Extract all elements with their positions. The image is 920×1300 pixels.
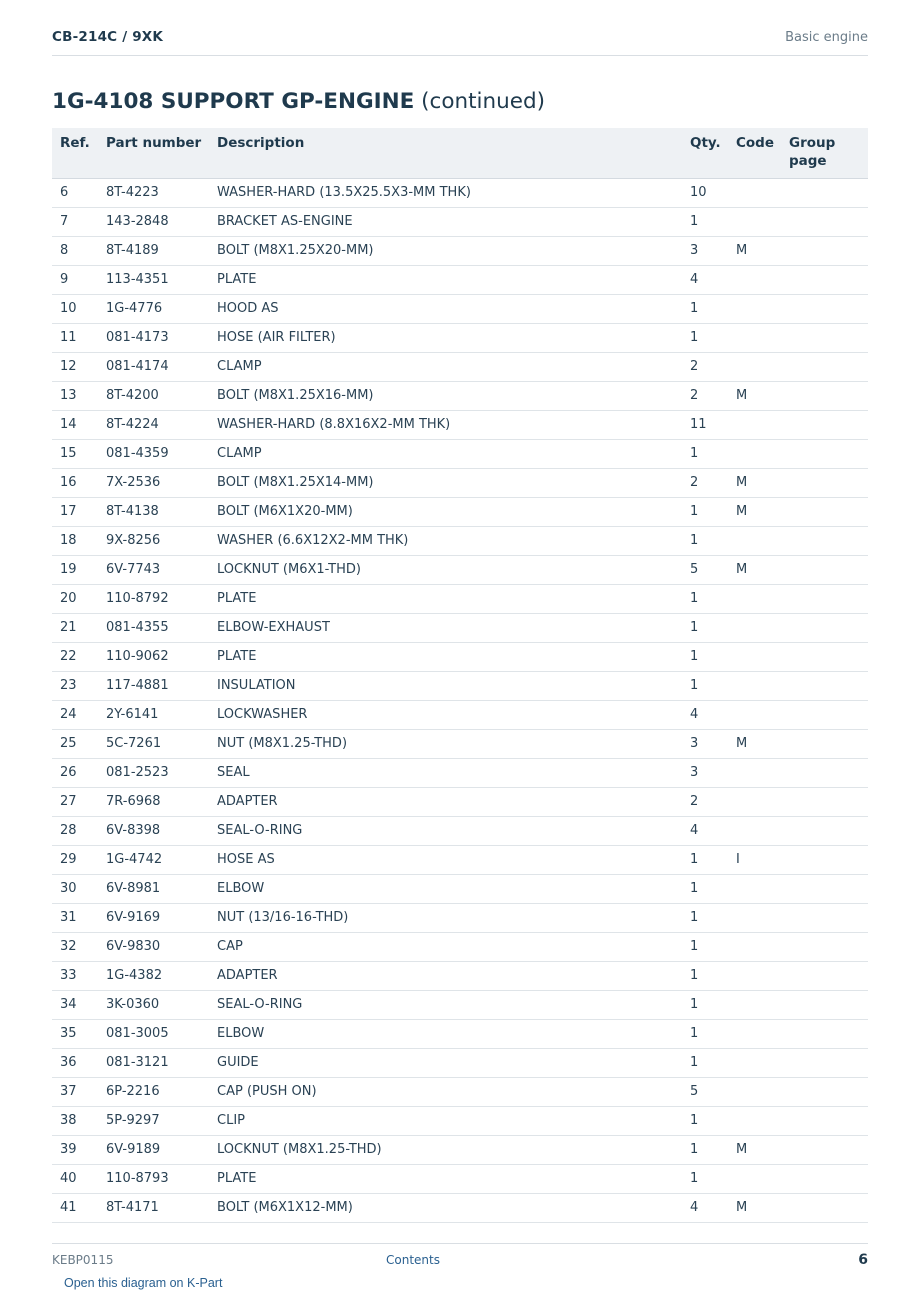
- table-row: [52, 556, 868, 585]
- cell-code: [728, 411, 781, 440]
- cell-part-number: 8T-4171: [98, 1194, 209, 1223]
- table-row: [52, 324, 868, 353]
- cell-part-number: 3K-0360: [98, 991, 209, 1020]
- cell-code: [728, 295, 781, 324]
- cell-part-number: 6V-7743: [98, 556, 209, 585]
- table-row: [52, 382, 868, 411]
- cell-part-number: 117-4881: [98, 672, 209, 701]
- cell-part-number: 8T-4223: [98, 179, 209, 208]
- cell-group-page: [781, 643, 868, 672]
- cell-ref: 6: [52, 179, 98, 208]
- cell-description: PLATE: [209, 1165, 682, 1194]
- cell-code: [728, 1020, 781, 1049]
- cell-part-number: 6V-9830: [98, 933, 209, 962]
- cell-group-page: [781, 846, 868, 875]
- table-row: [52, 1078, 868, 1107]
- cell-description: NUT (13/16-16-THD): [209, 904, 682, 933]
- cell-part-number: 081-4359: [98, 440, 209, 469]
- cell-code: [728, 1107, 781, 1136]
- cell-group-page: [781, 324, 868, 353]
- cell-description: PLATE: [209, 266, 682, 295]
- cell-description: CAP: [209, 933, 682, 962]
- table-row: [52, 933, 868, 962]
- cell-ref: 13: [52, 382, 98, 411]
- cell-description: SEAL-O-RING: [209, 991, 682, 1020]
- cell-ref: 11: [52, 324, 98, 353]
- cell-ref: 36: [52, 1049, 98, 1078]
- cell-ref: 16: [52, 469, 98, 498]
- cell-ref: 41: [52, 1194, 98, 1223]
- table-row: [52, 643, 868, 672]
- cell-description: LOCKNUT (M6X1-THD): [209, 556, 682, 585]
- cell-part-number: 1G-4776: [98, 295, 209, 324]
- cell-group-page: [781, 469, 868, 498]
- table-row: [52, 237, 868, 266]
- cell-code: M: [728, 1194, 781, 1223]
- cell-description: WASHER (6.6X12X2-MM THK): [209, 527, 682, 556]
- cell-qty: 1: [682, 324, 728, 353]
- cell-code: [728, 1049, 781, 1078]
- cell-code: [728, 672, 781, 701]
- cell-ref: 20: [52, 585, 98, 614]
- cell-part-number: 081-4174: [98, 353, 209, 382]
- cell-group-page: [781, 1020, 868, 1049]
- section-name: Basic engine: [785, 30, 868, 45]
- cell-qty: 2: [682, 382, 728, 411]
- cell-group-page: [781, 701, 868, 730]
- cell-description: PLATE: [209, 643, 682, 672]
- cell-code: [728, 875, 781, 904]
- cell-code: [728, 991, 781, 1020]
- cell-description: GUIDE: [209, 1049, 682, 1078]
- cell-code: [728, 353, 781, 382]
- cell-group-page: [781, 208, 868, 237]
- cell-qty: 1: [682, 295, 728, 324]
- table-row: [52, 875, 868, 904]
- cell-part-number: 1G-4382: [98, 962, 209, 991]
- cell-group-page: [781, 1078, 868, 1107]
- cell-description: BOLT (M8X1.25X14-MM): [209, 469, 682, 498]
- cell-group-page: [781, 1165, 868, 1194]
- table-row: [52, 1136, 868, 1165]
- cell-part-number: 110-8792: [98, 585, 209, 614]
- table-row: [52, 1165, 868, 1194]
- cell-code: M: [728, 1136, 781, 1165]
- cell-code: [728, 643, 781, 672]
- cell-part-number: 8T-4200: [98, 382, 209, 411]
- table-row: [52, 701, 868, 730]
- table-row: [52, 1107, 868, 1136]
- cell-qty: 1: [682, 440, 728, 469]
- cell-part-number: 9X-8256: [98, 527, 209, 556]
- table-row: [52, 1049, 868, 1078]
- cell-code: M: [728, 498, 781, 527]
- cell-part-number: 5C-7261: [98, 730, 209, 759]
- cell-group-page: [781, 817, 868, 846]
- cell-code: [728, 614, 781, 643]
- group-title: [52, 89, 545, 114]
- cell-code: [728, 759, 781, 788]
- table-row: [52, 469, 868, 498]
- cell-part-number: 8T-4224: [98, 411, 209, 440]
- cell-part-number: 7X-2536: [98, 469, 209, 498]
- cell-group-page: [781, 237, 868, 266]
- cell-qty: 1: [682, 208, 728, 237]
- column-header-qty: Qty.: [682, 128, 728, 179]
- cell-description: BRACKET AS-ENGINE: [209, 208, 682, 237]
- cell-code: M: [728, 556, 781, 585]
- cell-ref: 33: [52, 962, 98, 991]
- cell-qty: 2: [682, 353, 728, 382]
- page-number: 6: [858, 1252, 868, 1268]
- cell-description: BOLT (M6X1X12-MM): [209, 1194, 682, 1223]
- cell-qty: 2: [682, 469, 728, 498]
- cell-group-page: [781, 556, 868, 585]
- cell-part-number: 081-3121: [98, 1049, 209, 1078]
- cell-qty: 1: [682, 527, 728, 556]
- cell-description: LOCKWASHER: [209, 701, 682, 730]
- document-code: KEBP0115: [52, 1253, 114, 1267]
- cell-ref: 24: [52, 701, 98, 730]
- cell-qty: 4: [682, 701, 728, 730]
- cell-part-number: 7R-6968: [98, 788, 209, 817]
- cell-ref: 34: [52, 991, 98, 1020]
- contents-link[interactable]: Contents: [386, 1253, 440, 1267]
- column-header-description: Description: [209, 128, 682, 179]
- cell-ref: 31: [52, 904, 98, 933]
- cell-description: SEAL-O-RING: [209, 817, 682, 846]
- cell-qty: 1: [682, 991, 728, 1020]
- cell-part-number: 081-2523: [98, 759, 209, 788]
- table-row: [52, 585, 868, 614]
- cell-code: [728, 208, 781, 237]
- cell-group-page: [781, 1136, 868, 1165]
- cell-group-page: [781, 1107, 868, 1136]
- cell-group-page: [781, 411, 868, 440]
- cell-ref: 35: [52, 1020, 98, 1049]
- cell-code: M: [728, 730, 781, 759]
- cell-group-page: [781, 788, 868, 817]
- group-title-main: 1G-4108 SUPPORT GP-ENGINE: [52, 89, 415, 114]
- cell-ref: 15: [52, 440, 98, 469]
- cell-description: ELBOW: [209, 875, 682, 904]
- cell-ref: 32: [52, 933, 98, 962]
- cell-code: [728, 817, 781, 846]
- cell-description: HOSE (AIR FILTER): [209, 324, 682, 353]
- table-row: [52, 846, 868, 875]
- cell-code: [728, 788, 781, 817]
- cell-ref: 38: [52, 1107, 98, 1136]
- cell-part-number: 2Y-6141: [98, 701, 209, 730]
- cell-code: I: [728, 846, 781, 875]
- cell-group-page: [781, 730, 868, 759]
- cell-part-number: 5P-9297: [98, 1107, 209, 1136]
- column-header-group-page: Group page: [781, 128, 868, 179]
- cell-description: CAP (PUSH ON): [209, 1078, 682, 1107]
- cell-group-page: [781, 266, 868, 295]
- cell-qty: 3: [682, 730, 728, 759]
- cell-group-page: [781, 585, 868, 614]
- cell-part-number: 6V-9169: [98, 904, 209, 933]
- cell-ref: 7: [52, 208, 98, 237]
- cell-code: [728, 527, 781, 556]
- cell-description: INSULATION: [209, 672, 682, 701]
- cell-code: M: [728, 469, 781, 498]
- cell-part-number: 110-8793: [98, 1165, 209, 1194]
- cell-description: CLIP: [209, 1107, 682, 1136]
- parts-table-body: [52, 179, 868, 1223]
- cell-group-page: [781, 933, 868, 962]
- cell-code: [728, 266, 781, 295]
- cell-ref: 8: [52, 237, 98, 266]
- cell-qty: 3: [682, 759, 728, 788]
- cell-qty: 4: [682, 817, 728, 846]
- cell-description: HOSE AS: [209, 846, 682, 875]
- cell-description: WASHER-HARD (13.5X25.5X3-MM THK): [209, 179, 682, 208]
- cell-ref: 29: [52, 846, 98, 875]
- cell-ref: 22: [52, 643, 98, 672]
- cell-part-number: 6V-8398: [98, 817, 209, 846]
- cell-qty: 1: [682, 1165, 728, 1194]
- column-header-part-number: Part number: [98, 128, 209, 179]
- cell-ref: 14: [52, 411, 98, 440]
- cell-ref: 37: [52, 1078, 98, 1107]
- cell-ref: 19: [52, 556, 98, 585]
- table-row: [52, 962, 868, 991]
- cell-code: [728, 585, 781, 614]
- cell-qty: 2: [682, 788, 728, 817]
- cell-qty: 1: [682, 904, 728, 933]
- cell-code: [728, 440, 781, 469]
- parts-table: [52, 128, 868, 1223]
- cell-qty: 3: [682, 237, 728, 266]
- table-row: [52, 353, 868, 382]
- cell-description: PLATE: [209, 585, 682, 614]
- cell-description: HOOD AS: [209, 295, 682, 324]
- table-row: [52, 1194, 868, 1223]
- table-row: [52, 266, 868, 295]
- cell-qty: 1: [682, 1107, 728, 1136]
- cell-group-page: [781, 295, 868, 324]
- cell-description: WASHER-HARD (8.8X16X2-MM THK): [209, 411, 682, 440]
- cell-qty: 1: [682, 614, 728, 643]
- cell-qty: 5: [682, 556, 728, 585]
- cell-group-page: [781, 962, 868, 991]
- cell-qty: 1: [682, 643, 728, 672]
- cell-ref: 10: [52, 295, 98, 324]
- cell-ref: 30: [52, 875, 98, 904]
- cell-group-page: [781, 1194, 868, 1223]
- cell-qty: 10: [682, 179, 728, 208]
- table-row: [52, 295, 868, 324]
- cell-group-page: [781, 991, 868, 1020]
- cell-qty: 1: [682, 1020, 728, 1049]
- cell-part-number: 6V-9189: [98, 1136, 209, 1165]
- table-row: [52, 759, 868, 788]
- table-row: [52, 527, 868, 556]
- table-row: [52, 440, 868, 469]
- cell-description: ADAPTER: [209, 962, 682, 991]
- cell-code: [728, 933, 781, 962]
- cell-qty: 1: [682, 1049, 728, 1078]
- cell-description: BOLT (M6X1X20-MM): [209, 498, 682, 527]
- cell-group-page: [781, 353, 868, 382]
- cell-ref: 39: [52, 1136, 98, 1165]
- cell-ref: 17: [52, 498, 98, 527]
- cell-code: M: [728, 382, 781, 411]
- table-row: [52, 1020, 868, 1049]
- cell-qty: 4: [682, 266, 728, 295]
- cell-part-number: 6P-2216: [98, 1078, 209, 1107]
- table-header-row: [52, 128, 868, 179]
- cell-ref: 23: [52, 672, 98, 701]
- cell-ref: 9: [52, 266, 98, 295]
- cell-qty: 4: [682, 1194, 728, 1223]
- cell-description: ELBOW: [209, 1020, 682, 1049]
- cell-qty: 1: [682, 875, 728, 904]
- cell-qty: 1: [682, 933, 728, 962]
- cell-part-number: 113-4351: [98, 266, 209, 295]
- cell-description: ELBOW-EXHAUST: [209, 614, 682, 643]
- cell-description: NUT (M8X1.25-THD): [209, 730, 682, 759]
- cell-group-page: [781, 672, 868, 701]
- table-row: [52, 904, 868, 933]
- table-row: [52, 730, 868, 759]
- cell-group-page: [781, 759, 868, 788]
- cell-part-number: 8T-4189: [98, 237, 209, 266]
- cell-qty: 1: [682, 962, 728, 991]
- cell-qty: 5: [682, 1078, 728, 1107]
- cell-code: [728, 324, 781, 353]
- cell-part-number: 081-4355: [98, 614, 209, 643]
- machine-id: CB-214C / 9XK: [52, 29, 164, 45]
- cell-description: CLAMP: [209, 353, 682, 382]
- table-row: [52, 614, 868, 643]
- table-row: [52, 179, 868, 208]
- cell-group-page: [781, 527, 868, 556]
- cell-qty: 1: [682, 846, 728, 875]
- cell-ref: 28: [52, 817, 98, 846]
- cell-part-number: 081-3005: [98, 1020, 209, 1049]
- cell-ref: 40: [52, 1165, 98, 1194]
- cell-qty: 1: [682, 1136, 728, 1165]
- cell-part-number: 081-4173: [98, 324, 209, 353]
- cell-code: [728, 701, 781, 730]
- cell-description: SEAL: [209, 759, 682, 788]
- cell-ref: 18: [52, 527, 98, 556]
- cell-code: [728, 1078, 781, 1107]
- table-row: [52, 991, 868, 1020]
- cell-code: [728, 904, 781, 933]
- cell-group-page: [781, 614, 868, 643]
- cell-description: BOLT (M8X1.25X20-MM): [209, 237, 682, 266]
- cell-qty: 1: [682, 498, 728, 527]
- cell-part-number: 143-2848: [98, 208, 209, 237]
- cell-part-number: 6V-8981: [98, 875, 209, 904]
- table-row: [52, 788, 868, 817]
- cell-group-page: [781, 1049, 868, 1078]
- cell-qty: 1: [682, 585, 728, 614]
- cell-group-page: [781, 498, 868, 527]
- cell-code: [728, 179, 781, 208]
- column-header-ref: Ref.: [52, 128, 98, 179]
- cell-group-page: [781, 440, 868, 469]
- cell-code: [728, 962, 781, 991]
- table-row: [52, 498, 868, 527]
- cell-qty: 11: [682, 411, 728, 440]
- table-row: [52, 208, 868, 237]
- cell-qty: 1: [682, 672, 728, 701]
- cell-ref: 12: [52, 353, 98, 382]
- cell-ref: 26: [52, 759, 98, 788]
- cell-group-page: [781, 382, 868, 411]
- column-header-code: Code: [728, 128, 781, 179]
- cell-group-page: [781, 875, 868, 904]
- cell-group-page: [781, 904, 868, 933]
- cell-ref: 25: [52, 730, 98, 759]
- cell-description: LOCKNUT (M8X1.25-THD): [209, 1136, 682, 1165]
- table-row: [52, 672, 868, 701]
- page-header: [52, 28, 868, 56]
- cell-part-number: 110-9062: [98, 643, 209, 672]
- group-title-suffix: (continued): [421, 89, 546, 114]
- cell-code: M: [728, 237, 781, 266]
- cell-group-page: [781, 179, 868, 208]
- cell-part-number: 1G-4742: [98, 846, 209, 875]
- table-row: [52, 411, 868, 440]
- cell-description: CLAMP: [209, 440, 682, 469]
- open-k-part-link[interactable]: Open this diagram on K-Part: [64, 1276, 223, 1290]
- cell-ref: 27: [52, 788, 98, 817]
- cell-ref: 21: [52, 614, 98, 643]
- cell-part-number: 8T-4138: [98, 498, 209, 527]
- table-row: [52, 817, 868, 846]
- cell-description: ADAPTER: [209, 788, 682, 817]
- cell-code: [728, 1165, 781, 1194]
- cell-description: BOLT (M8X1.25X16-MM): [209, 382, 682, 411]
